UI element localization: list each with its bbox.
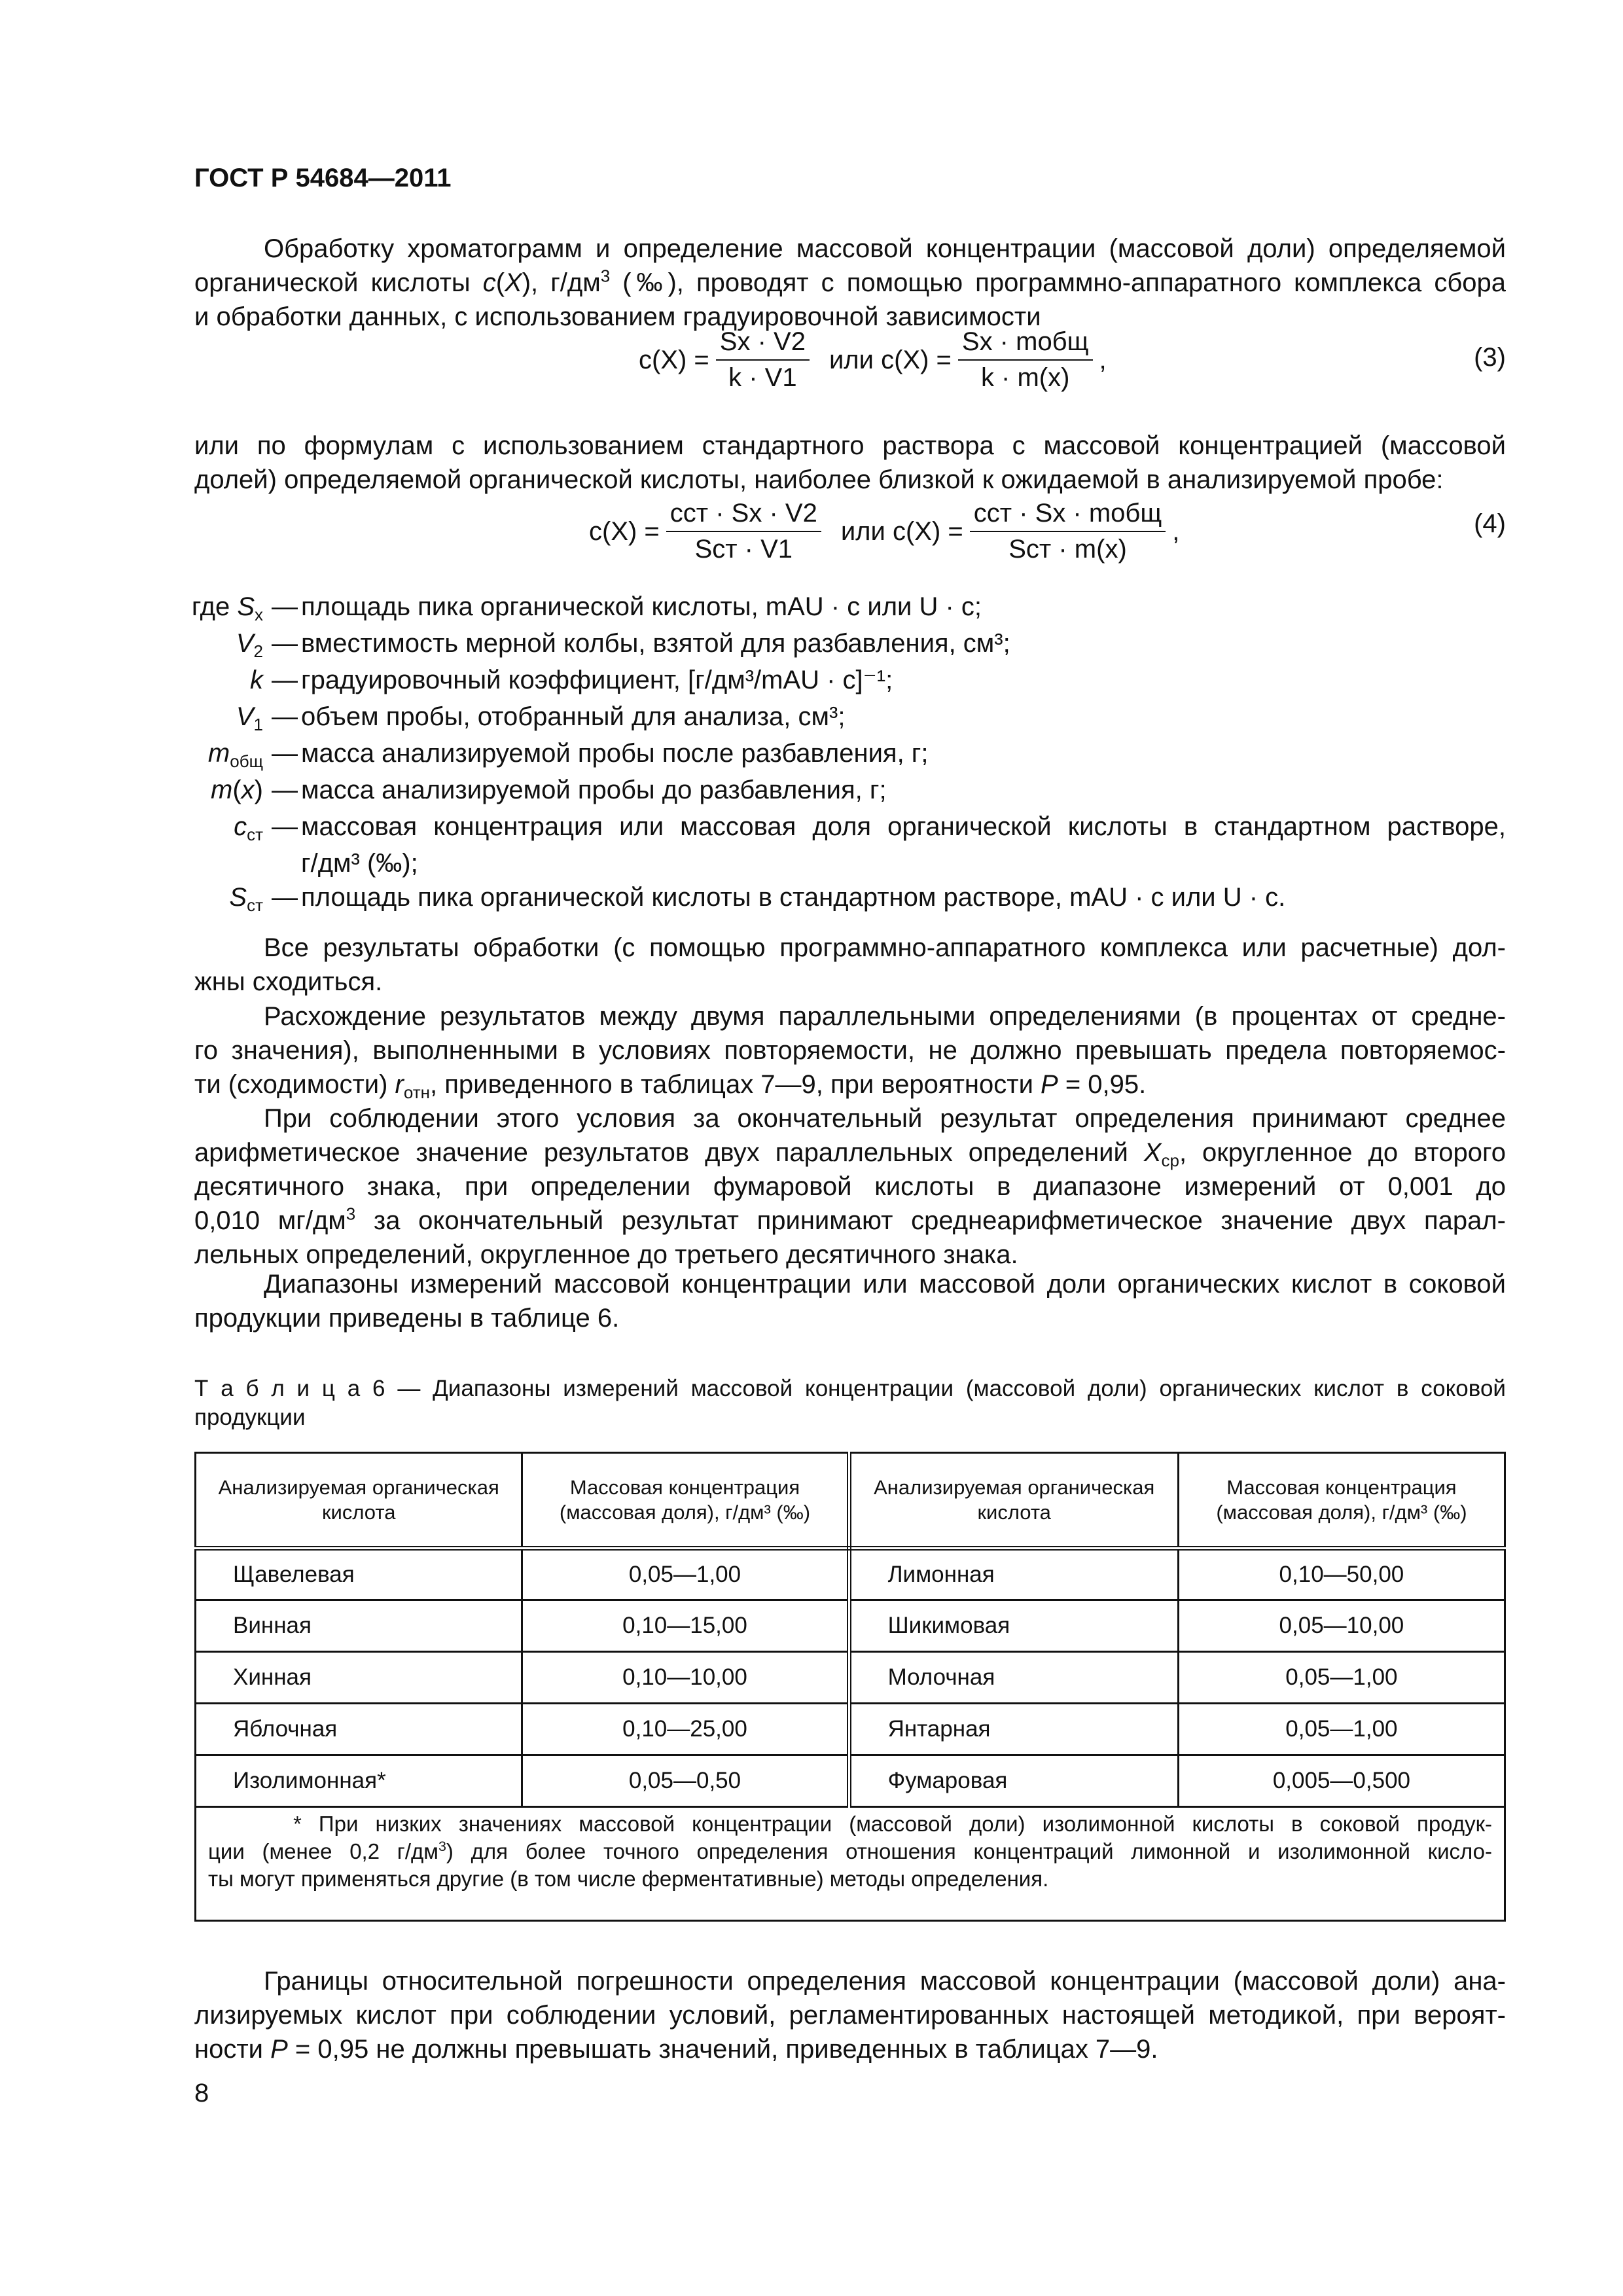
definition-symbol — [157, 700, 268, 736]
table-row — [196, 1755, 1505, 1807]
acid-name-cell: Яблочная — [196, 1704, 522, 1755]
table-row — [196, 1549, 1505, 1600]
spacer — [157, 846, 301, 880]
concentration-range-cell: 0,005—0,500 — [1178, 1755, 1505, 1807]
definition-symbol — [157, 810, 268, 846]
concentration-range-cell: 0,10—25,00 — [522, 1704, 849, 1755]
table-row — [196, 1704, 1505, 1755]
column-header-acid: Анализируемая органическая кислота — [196, 1453, 522, 1549]
definition-symbol — [157, 773, 268, 810]
text-segment: m — [207, 739, 230, 768]
definition-item — [157, 810, 1506, 846]
text-line — [194, 429, 1506, 463]
definition-item — [157, 773, 1506, 810]
text-segment: Обработку хроматограмм и определение массовой концентрации (массовой доли) определяемой — [264, 234, 1506, 263]
definition-text: площадь пика органической кислоты в стандартном растворе, mAU · с или U · с. — [301, 883, 1286, 912]
text-segment: отн — [403, 1082, 431, 1102]
acid-name-cell: Шикимовая — [849, 1600, 1178, 1652]
text-line — [194, 1067, 1506, 1102]
text-segment: c — [234, 812, 247, 841]
concentration-range-cell: 0,05—1,00 — [1178, 1652, 1505, 1704]
text-line — [208, 1865, 1492, 1893]
text-line — [194, 1301, 1506, 1335]
definition-item — [157, 700, 1506, 736]
acid-name-cell: Лимонная — [849, 1549, 1178, 1600]
text-segment: 3 — [438, 1839, 446, 1855]
text-segment: ты могут применяться другие (в том числе ферментативные) методы определения. — [208, 1867, 1049, 1891]
text-segment: где — [191, 592, 238, 621]
text-line — [208, 1838, 1492, 1865]
text-segment: органической кислоты — [194, 268, 483, 297]
formula-denominator: k · V1 — [728, 363, 797, 392]
definition-dash: — — [272, 702, 298, 731]
ranges-table — [194, 1452, 1506, 1922]
paragraph-discrepancy — [194, 999, 1506, 1102]
text-segment: Расхождение результатов между двумя параллельными определениями (в процентах от средне- — [264, 1002, 1506, 1031]
text-segment: Все результаты обработки (с помощью программно-аппаратного комплекса или расчетные) дол- — [264, 933, 1506, 962]
paragraph-results — [194, 931, 1506, 999]
formula-comma: , — [1172, 516, 1180, 546]
table-footnote — [196, 1807, 1505, 1921]
text-segment: r — [395, 1070, 404, 1099]
definition-text: масса анализируемой пробы после разбавления, г; — [301, 739, 929, 768]
acid-name-cell: Молочная — [849, 1652, 1178, 1704]
text-line — [194, 1170, 1506, 1204]
formula-lhs: c(X) = — [589, 516, 660, 546]
formula-numerator: Sx · mобщ — [958, 327, 1093, 361]
text-segment: 2 — [253, 641, 263, 661]
definition-item — [157, 736, 1506, 773]
text-segment: продукции — [194, 1405, 306, 1430]
formula-4 — [589, 499, 1179, 564]
paragraph-ranges — [194, 1267, 1506, 1335]
formula-numerator: cст · Sx · V2 — [666, 499, 821, 532]
text-segment: P — [270, 2035, 288, 2064]
definition-symbol — [157, 663, 268, 700]
symbol-definitions — [157, 590, 1506, 917]
text-segment: ( — [495, 268, 505, 297]
text-line — [194, 965, 1506, 999]
table-row — [196, 1600, 1505, 1652]
text-line — [194, 463, 1506, 497]
definition-text: массовая концентрация или массовая доля органической кислоты в стандартном растворе, — [301, 812, 1506, 841]
definition-text: объем пробы, отобранный для анализа, см³; — [301, 702, 846, 731]
definition-text: масса анализируемой пробы до разбавления, г; — [301, 776, 887, 804]
text-segment: ности — [194, 2035, 271, 2064]
equation-number-4: (4) — [1474, 509, 1506, 538]
concentration-range-cell: 0,05—10,00 — [1178, 1600, 1505, 1652]
text-segment: ) — [254, 776, 263, 804]
text-segment: 3 — [346, 1204, 356, 1224]
acid-name-cell: Фумаровая — [849, 1755, 1178, 1807]
page-number: 8 — [194, 2079, 209, 2108]
text-segment: P — [1041, 1070, 1058, 1099]
text-segment: арифметическое значение результатов двух параллельных определений — [194, 1138, 1144, 1167]
text-segment: го значения), выполненными в условиях повторяемости, не должно превышать предела повторяемос- — [194, 1036, 1506, 1065]
text-segment: и обработки данных, с использованием градуировочной зависимости — [194, 302, 1041, 331]
text-segment: m — [211, 776, 233, 804]
definition-symbol — [157, 590, 268, 626]
column-header-acid: Анализируемая органическая кислота — [849, 1453, 1178, 1549]
formula-denominator: Sст · m(x) — [1008, 535, 1127, 564]
text-segment: , приведенного в таблицах 7—9, при вероятности — [430, 1070, 1041, 1099]
text-segment: V — [236, 702, 254, 731]
text-segment: долей) определяемой органической кислоты, наиболее близкой к ожидаемой в анализируемой пробе: — [194, 465, 1444, 494]
paragraph-error-limits — [194, 1964, 1506, 2066]
text-segment: (‰), проводят с помощью программно-аппаратного комплекса сбора — [610, 268, 1506, 297]
concentration-range-cell: 0,10—15,00 — [522, 1600, 849, 1652]
text-line — [194, 1267, 1506, 1301]
text-line — [208, 1810, 1492, 1838]
column-header-concentration: Массовая концентрация (массовая доля), г/дм³ (‰) — [522, 1453, 849, 1549]
text-line — [194, 1102, 1506, 1136]
concentration-range-cell: 0,10—10,00 — [522, 1652, 849, 1704]
table-header-row — [196, 1453, 1505, 1549]
text-segment: V — [236, 629, 254, 658]
text-segment: x — [255, 604, 263, 624]
definition-dash: — — [272, 812, 298, 841]
table-footnote-row — [196, 1807, 1505, 1921]
text-segment: = 0,95. — [1058, 1070, 1147, 1099]
paragraph-final-result — [194, 1102, 1506, 1272]
text-segment: При соблюдении этого условия за окончательный результат определения принимают среднее — [264, 1104, 1506, 1133]
definition-symbol — [157, 626, 268, 663]
text-line — [194, 232, 1506, 266]
formula-denominator: k · m(x) — [980, 363, 1070, 392]
definition-dash: — — [272, 883, 298, 912]
text-segment: ти (сходимости) — [194, 1070, 395, 1099]
acid-name-cell: Винная — [196, 1600, 522, 1652]
text-line — [194, 1136, 1506, 1170]
text-line — [194, 2032, 1506, 2066]
concentration-range-cell: 0,05—1,00 — [1178, 1704, 1505, 1755]
text-line — [194, 999, 1506, 1033]
text-segment: десятичного знака, при определении фумаровой кислоты в диапазоне измерений от 0,001 до — [194, 1172, 1506, 1201]
acid-name-cell: Хинная — [196, 1652, 522, 1704]
acid-name-cell: Янтарная — [849, 1704, 1178, 1755]
definition-text: площадь пика органической кислоты, mAU · с или U · с; — [301, 592, 982, 621]
text-segment: лизируемых кислот при соблюдении условий, регламентированных настоящей методикой, при вероят- — [194, 2001, 1506, 2030]
concentration-range-cell: 0,05—1,00 — [522, 1549, 849, 1600]
definition-item — [157, 626, 1506, 663]
definition-symbol — [157, 736, 268, 773]
formula-comma: , — [1099, 345, 1107, 374]
definition-continuation — [157, 846, 1506, 880]
text-segment: общ — [230, 751, 263, 771]
definition-dash: — — [272, 629, 298, 658]
formula-denominator: Sст · V1 — [694, 535, 793, 564]
text-segment: ср — [1161, 1150, 1179, 1170]
text-segment: x — [241, 776, 255, 804]
text-segment: жны сходиться. — [194, 967, 383, 996]
formula-numerator: cст · Sx · mобщ — [970, 499, 1166, 532]
text-line — [194, 1964, 1506, 1998]
formula-numerator: Sx · V2 — [716, 327, 810, 361]
text-segment: 3 — [600, 266, 611, 286]
document-header: ГОСТ Р 54684—2011 — [194, 164, 452, 192]
text-line — [194, 931, 1506, 965]
text-segment: 0,010 мг/дм — [194, 1206, 346, 1235]
text-segment: S — [229, 883, 247, 912]
text-segment: или по формулам с использованием стандартного раствора с массовой концентрацией (массовой — [194, 431, 1506, 460]
text-segment: ), г/дм — [522, 268, 601, 297]
table-caption — [194, 1374, 1506, 1432]
text-segment: ) для более точного определения отношения концентраций лимонной и изолимонной кисло- — [446, 1839, 1492, 1863]
text-line — [194, 1374, 1506, 1403]
concentration-range-cell: 0,05—0,50 — [522, 1755, 849, 1807]
text-segment: продукции приведены в таблице 6. — [194, 1304, 620, 1333]
text-segment: X — [505, 268, 522, 297]
text-segment: лельных определений, округленное до третьего десятичного знака. — [194, 1240, 1018, 1269]
text-line — [194, 1033, 1506, 1067]
text-line — [194, 1998, 1506, 2032]
text-segment: Т а б л и ц а 6 — Диапазоны измерений массовой концентрации (массовой доли) органических кислот в соковой — [194, 1376, 1506, 1401]
definition-text: градуировочный коэффициент, [г/дм³/mAU · с]⁻¹; — [301, 666, 893, 694]
definition-item — [157, 663, 1506, 700]
text-segment: S — [237, 592, 255, 621]
formula-or: или c(X) = — [829, 345, 952, 374]
acid-name-cell: Изолимонная* — [196, 1755, 522, 1807]
paragraph-standard-solution — [194, 429, 1506, 497]
column-header-concentration: Массовая концентрация (массовая доля), г/дм³ (‰) — [1178, 1453, 1505, 1549]
definition-text: г/дм³ (‰); — [301, 849, 418, 878]
text-segment: за окончательный результат принимают среднеарифметическое значение двух парал- — [355, 1206, 1506, 1235]
definition-dash: — — [272, 666, 298, 694]
formula-lhs: c(X) = — [639, 345, 709, 374]
text-segment: k — [250, 666, 263, 694]
text-segment: X — [1143, 1138, 1162, 1167]
definition-text: вместимость мерной колбы, взятой для разбавления, см³; — [301, 629, 1010, 658]
text-line — [194, 1403, 1506, 1432]
text-segment: Границы относительной погрешности определения массовой концентрации (массовой доли) ана- — [264, 1967, 1506, 1996]
definition-item — [157, 880, 1506, 917]
formula-or: или c(X) = — [840, 516, 963, 546]
text-segment: ст — [247, 824, 263, 844]
definition-item — [157, 590, 1506, 626]
paragraph-processing — [194, 232, 1506, 334]
text-segment: c — [482, 268, 496, 297]
text-segment: = 0,95 не должны превышать значений, приведенных в таблицах 7—9. — [287, 2035, 1158, 2064]
text-segment: Диапазоны измерений массовой концентрации или массовой доли органических кислот в соковой — [264, 1270, 1506, 1299]
definition-symbol — [157, 880, 268, 917]
text-segment: ( — [232, 776, 241, 804]
text-segment: * При низких значениях массовой концентрации (массовой доли) изолимонной кислоты в соковой продук- — [293, 1812, 1492, 1836]
text-line — [194, 1204, 1506, 1238]
text-line — [194, 266, 1506, 300]
concentration-range-cell: 0,10—50,00 — [1178, 1549, 1505, 1600]
equation-number-3: (3) — [1474, 343, 1506, 372]
text-segment: 1 — [253, 714, 263, 734]
definition-dash: — — [272, 739, 298, 768]
definition-dash: — — [272, 776, 298, 804]
definition-dash: — — [272, 592, 298, 621]
text-segment: , округленное до второго — [1179, 1138, 1506, 1167]
text-segment: ст — [247, 895, 263, 915]
text-segment: ции (менее 0,2 г/дм — [208, 1839, 438, 1863]
acid-name-cell: Щавелевая — [196, 1549, 522, 1600]
formula-3 — [639, 327, 1107, 393]
table-row — [196, 1652, 1505, 1704]
